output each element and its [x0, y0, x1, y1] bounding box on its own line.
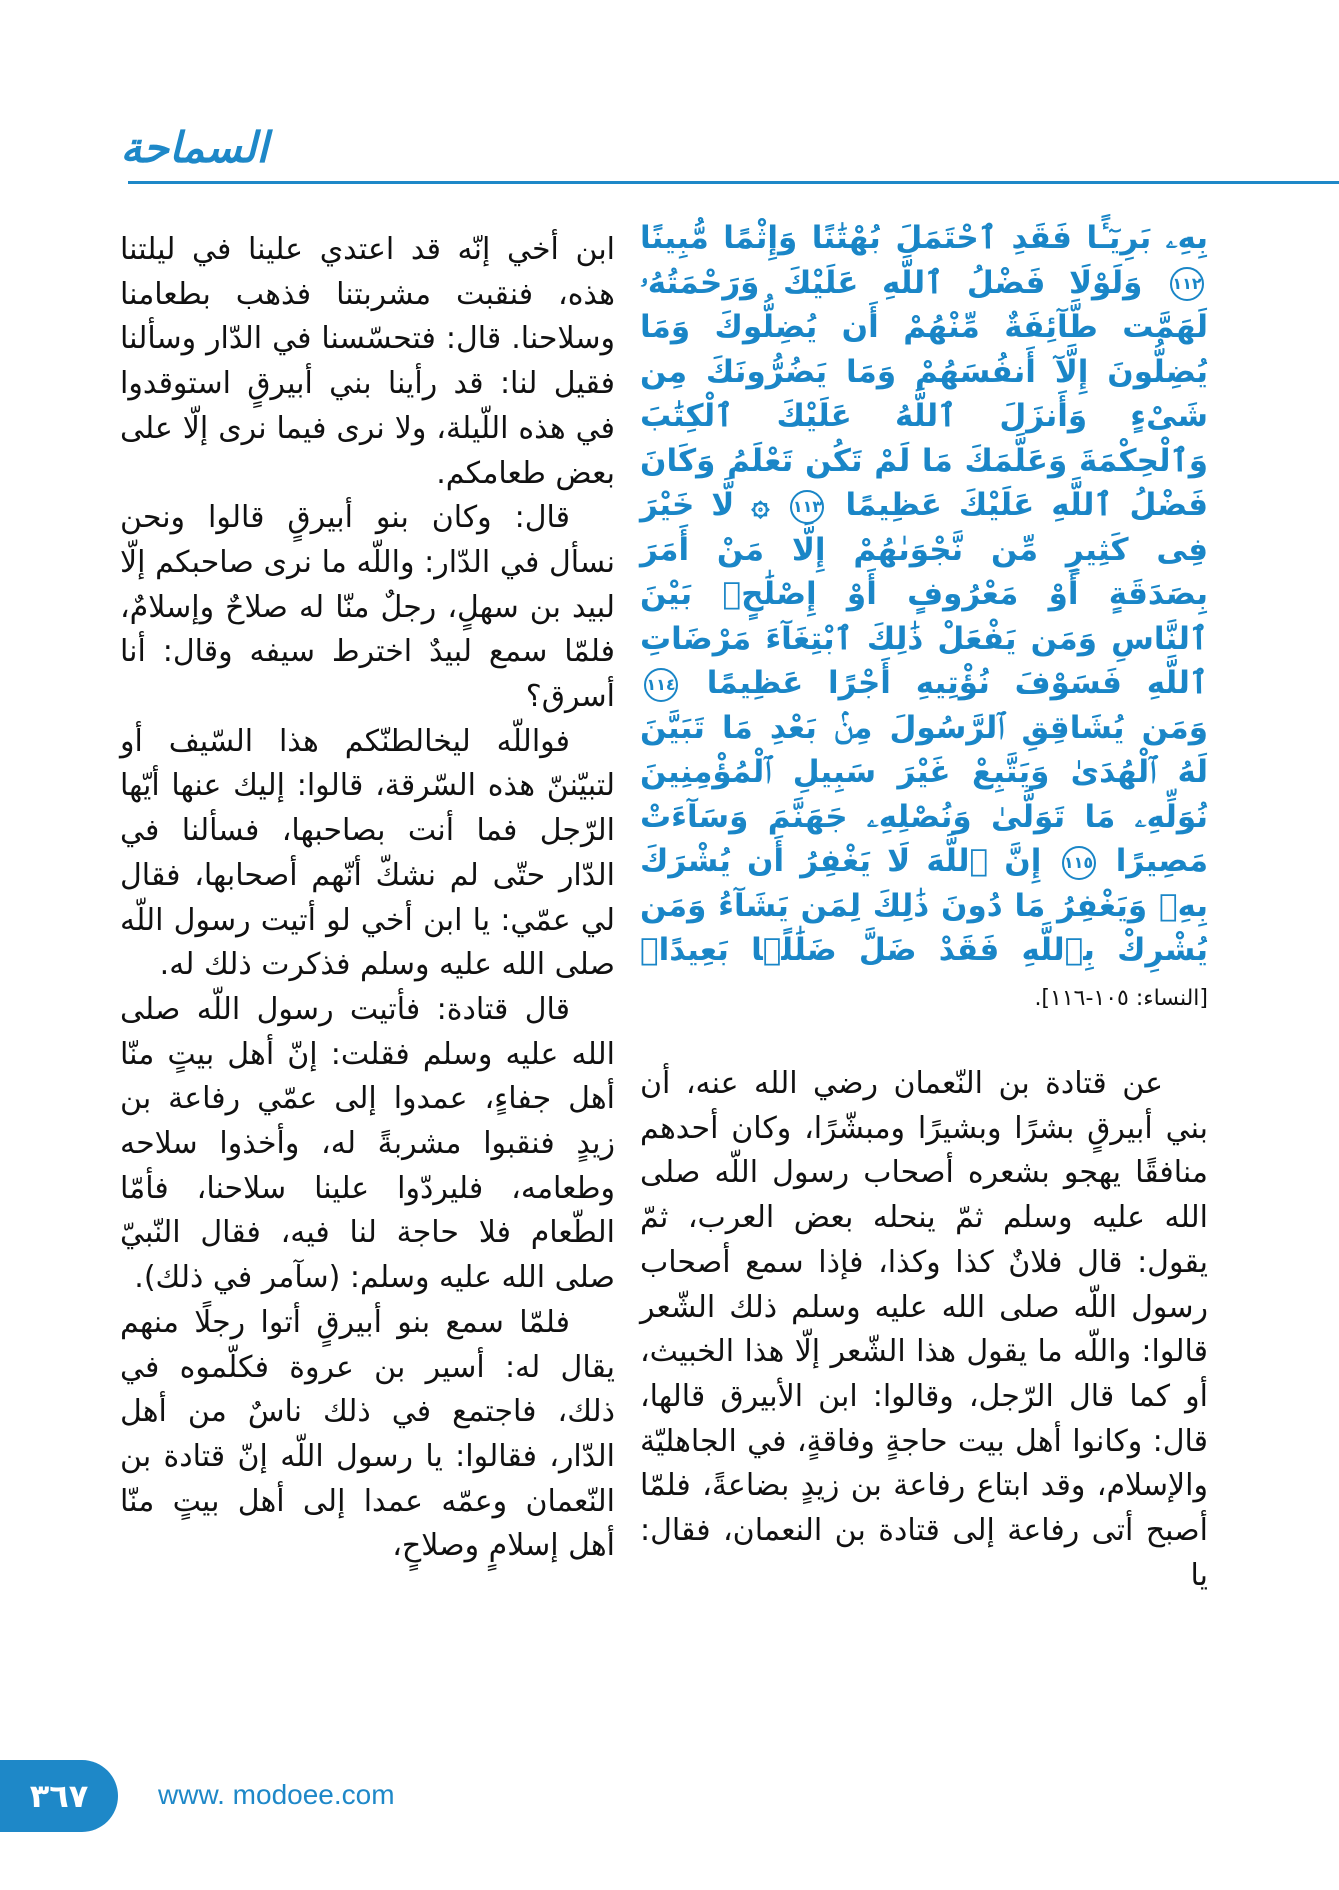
quran-segment: إِنَّ ٱللَّهَ لَا يَغْفِرُ أَن يُشْرَكَ بِهِۦ وَيَغْفِرُ مَا دُونَ ذَٰلِكَ لِمَن يَشَآءُ وَمَن يُشْرِكْ بِٱللَّهِ فَقَدْ ضَلَّ ضَلَٰلًۢا بَعِيدًا﴾ [640, 843, 1208, 968]
website-link[interactable]: www. modoee.com [158, 1779, 395, 1810]
narrative-paragraph: قال: وكان بنو أبيرقٍ قالوا ونحن نسأل في الدّار: واللّه ما نرى صاحبكم إلّا لبيد بن سهلٍ، رجلٌ منّا له صلاحٌ وإسلامٌ، فلمّا سمع لبيدٌ اخترط سيفه وقال: أنا أسرق؟ [120, 500, 615, 715]
narrative-paragraph: فلمّا سمع بنو أبيرقٍ أتوا رجلًا منهم يقال له: أسير بن عروة فكلّموه في ذلك، فاجتمع في ذلك ناسٌ من أهل الدّار، فقالوا: يا رسول اللّه إنّ قتادة بن النّعمان وعمّه عمدا إلى أهل بيتٍ منّا أهل إسلامٍ وصلاحٍ، [120, 1304, 615, 1564]
ayah-number-marker: ١١٣ [790, 490, 824, 524]
quran-segment: بِهِۦ بَرِيٓـًٔا فَقَدِ ٱحْتَمَلَ بُهْتَٰنًا وَإِثْمًا مُّبِينًا [640, 220, 1208, 256]
quran-segment: وَلَوْلَا فَضْلُ ٱللَّهِ عَلَيْكَ وَرَحْمَتُهُۥ لَهَمَّت طَّآئِفَةٌ مِّنْهُمْ أَن يُضِلُّوكَ وَمَا يُضِلُّونَ إِلَّآ أَنفُسَهُمْ وَمَا يَضُرُّونَكَ مِن شَىْءٍ وَأَنزَلَ ٱللَّهُ عَلَيْكَ ٱلْكِتَٰبَ وَٱلْحِكْمَةَ وَعَلَّمَكَ مَا لَمْ تَكُن تَعْلَمُ وَكَانَ فَضْلُ ٱللَّهِ عَلَيْكَ عَظِيمًا [640, 264, 1208, 523]
section-title: السماحة [120, 123, 268, 172]
narrative-paragraph: عن قتادة بن النّعمان رضي الله عنه، أن بني أبيرقٍ بشرًا وبشيرًا ومبشّرًا، وكان أحدهم منافقًا يهجو بشعره أصحاب رسول اللّه صلى الله عليه وسلم ثمّ ينحله بعض العرب، ثمّ يقول: قال فلانٌ كذا وكذا، فإذا سمع أصحاب رسول اللّه صلى الله عليه وسلم ذلك الشّعر قالوا: واللّه ما يقول هذا الشّعر إلّا هذا الخبيث، أو كما قال الرّجل، وقالوا: ابن الأبيرق قالها، قال: وكانوا أهل بيت حاجةٍ وفاقةٍ، في الجاهليّة والإسلام، وقد ابتاع رفاعة بن زيدٍ بضاعةً، فلمّا أصبح أتى رفاعة إلى قتادة بن النعمان، فقال: يا [640, 1066, 1208, 1593]
quran-citation: [النساء: ١٠٥-١١٦]. [1034, 985, 1208, 1011]
ayah-number-marker: ١١٥ [1062, 846, 1096, 880]
narrative-paragraph: قال قتادة: فأتيت رسول اللّه صلى الله عليه وسلم فقلت: إنّ أهل بيتٍ منّا أهل جفاءٍ، عمدوا إلى عمّي رفاعة بن زيدٍ فنقبوا مشربةً له، وأخذوا سلاحه وطعامه، فليردّوا علينا سلاحنا، فأمّا الطّعام فلا حاجة لنا فيه، فقال النّبيّ صلى الله عليه وسلم: (سآمر في ذلك). [120, 991, 615, 1296]
quran-segment: ۞ لَّا خَيْرَ فِى كَثِيرٍ مِّن نَّجْوَىٰهُمْ إِلَّا مَنْ أَمَرَ بِصَدَقَةٍ أَوْ مَعْرُوفٍ أَوْ إِصْلَٰحٍۭ بَيْنَ ٱلنَّاسِ وَمَن يَفْعَلْ ذَٰلِكَ ٱبْتِغَآءَ مَرْضَاتِ ٱللَّهِ فَسَوْفَ نُؤْتِيهِ أَجْرًا عَظِيمًا [640, 487, 1209, 701]
header-divider [128, 181, 1339, 184]
right-column-text [640, 1062, 1208, 1598]
quran-segment: وَمَن يُشَاقِقِ ٱلرَّسُولَ مِنۢ بَعْدِ مَا تَبَيَّنَ لَهُ ٱلْهُدَىٰ وَيَتَّبِعْ غَيْرَ سَبِيلِ ٱلْمُؤْمِنِينَ نُوَلِّهِۦ مَا تَوَلَّىٰ وَنُصْلِهِۦ جَهَنَّمَ وَسَآءَتْ مَصِيرًا [640, 709, 1209, 879]
narrative-paragraph: فواللّه ليخالطنّكم هذا السّيف أو لتبيّننّ هذه السّرقة، قالوا: إليك عنها أيّها الرّجل فما أنت بصاحبها، فسألنا في الدّار حتّى لم نشكّ أنّهم أصحابها، فقال لي عمّي: يا ابن أخي لو أتيت رسول اللّه صلى الله عليه وسلم فذكرت ذلك له. [120, 723, 615, 983]
quran-passage [640, 216, 1208, 1021]
ayah-number-marker: ١١٤ [644, 668, 678, 702]
ayah-number-marker: ١١٢ [1170, 267, 1204, 301]
narrative-paragraph: ابن أخي إنّه قد اعتدي علينا في ليلتنا هذه، فنقبت مشربتنا فذهب بطعامنا وسلاحنا. قال: فتحسّسنا في الدّار وسألنا فقيل لنا: قد رأينا بني أبيرقٍ استوقدوا في هذه اللّيلة، ولا نرى فيما نرى إلّا على بعض طعامكم. [120, 232, 615, 491]
left-column-text [120, 228, 615, 1569]
page-number: ٣٦٧ [0, 1760, 118, 1832]
